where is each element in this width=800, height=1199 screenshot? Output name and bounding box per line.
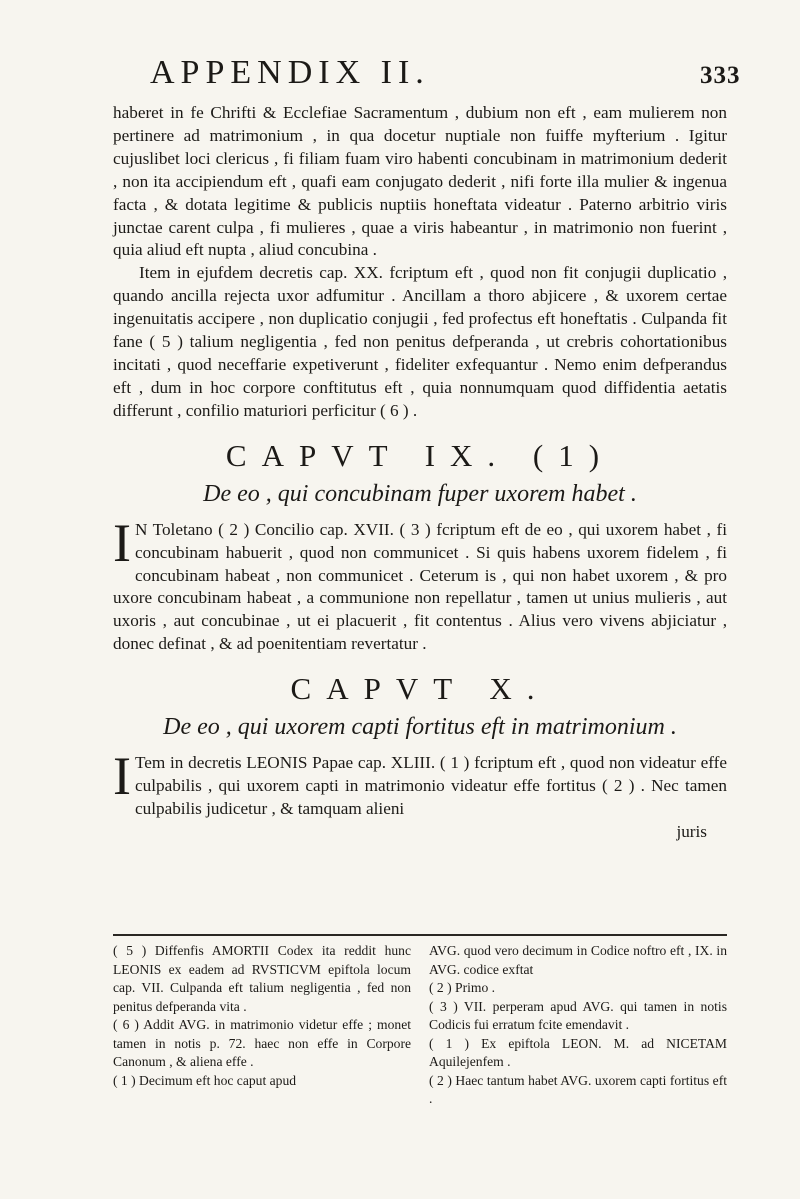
intro-paragraph-2: Item in ejufdem decretis cap. XX. fcriptum eft , quod non fit conjugii duplicatio , quando ancilla rejecta uxor adfumitur . Ancillam a thoro abjicere , & uxorem certae ingenuitatis accipere , non duplicatio conjugii , fed profectus eft honeftatis . Culpanda fit fane ( 5 ) talium negligentia , fed non penitus defperanda , ut crebris cohortationibus incitati , quod neceffarie expetiverunt , fideliter exfequantur . Nemo enim defperandus eft , dum in hoc corpore conftitutus eft , quia nonnumquam quod diffidentia aetatis differunt , confilio maturiori perficitur ( 6 ) . [113, 263, 727, 420]
footnote-rule [113, 934, 727, 936]
chapter-x-subtitle: De eo , qui uxorem capti fortitus eft in matrimonium . [163, 714, 677, 741]
footnote: ( 6 ) Addit AVG. in matrimonio videtur effe ; monet tamen in notis p. 72. haec non effe in Corpore Canonum , & aliena effe . [113, 1017, 411, 1069]
chapter-x-title: CAPVT X. [290, 671, 550, 707]
page-number: 333 [700, 62, 741, 89]
running-head: APPENDIX II. [150, 54, 430, 91]
main-text [113, 102, 727, 844]
footnote: ( 5 ) Diffenfis AMORTII Codex ita reddit hunc LEONIS ex eadem ad RVSTICVM epiftola locum cap. VII. Culpanda eft talium negligentia , fed non penitus defperanda vita . [113, 943, 411, 1014]
chapter-x-text: ITem in decretis LEONIS Papae cap. XLIII. ( 1 ) fcriptum eft , quod non videatur effe culpabilis , qui uxorem capti in matrimonio videatur effe fortitus ( 2 ) . Nec tamen culpabilis judicetur , & tamquam alieni [113, 746, 727, 818]
footnote: ( 2 ) Haec tantum habet AVG. uxorem capti fortitus eft . [429, 1072, 727, 1106]
footnotes [113, 942, 727, 1109]
chapter-ix-subtitle: De eo , qui concubinam fuper uxorem habet . [203, 480, 637, 507]
footnotes-right-column [429, 942, 727, 1109]
intro-paragraph-1: haberet in fe Chrifti & Ecclefiae Sacramentum , dubium non eft , eam mulierem non pertinere ad matrimonium , in qua docetur nuptiale non fuiffe myfterium . Igitur cujuslibet loci clericus , fi filiam fuam viro habenti concubinam in matrimonium dederit , non ita accipiendum eft , quafi eam conjugato dederit , nifi forte illa mulier & ingenua facta , & dotata legitime & publicis nuptiis honeftata videatur . Paterno arbitrio viris junctae carent culpa , fi mulieres , quae a viris habeantur , in matrimonio non fuerint , quia aliud eft nupta , aliud concubina . [113, 103, 727, 260]
footnote: ( 1 ) Ex epiftola LEON. M. ad NICETAM Aquilejenfem . [429, 1035, 727, 1069]
footnote: AVG. quod vero decimum in Codice noftro eft , IX. in AVG. codice exftat [429, 943, 727, 977]
chapter-ix-text: IN Toletano ( 2 ) Concilio cap. XVII. ( 3 ) fcriptum eft de eo , qui uxorem habet , fi concubinam habuerit , quod non communicet . Si quis habens uxorem fidelem , fi concubinam habeat , non communicet . Ceterum is , qui non habet uxorem , & pro uxore concubinam habeat , a communione non repellatur , tamen ut unius mulieris , aut uxoris , aut concubinae , ut ei placuerit , fit contentus . Alius vero vivens abjiciatur , donec definat , & ad poenitentiam revertatur . [113, 512, 727, 654]
footnote: ( 3 ) VII. perperam apud AVG. qui tamen in notis Codicis fui erratum fcite emendavit . [429, 998, 727, 1032]
footnotes-left-column [113, 942, 411, 1109]
page-header [0, 54, 800, 98]
footnote: ( 1 ) Decimum eft hoc caput apud [113, 1072, 297, 1088]
catchword: juris [676, 821, 707, 841]
chapter-ix-title: CAPVT IX. (1) [225, 437, 615, 473]
footnote: ( 2 ) Primo . [429, 980, 496, 995]
